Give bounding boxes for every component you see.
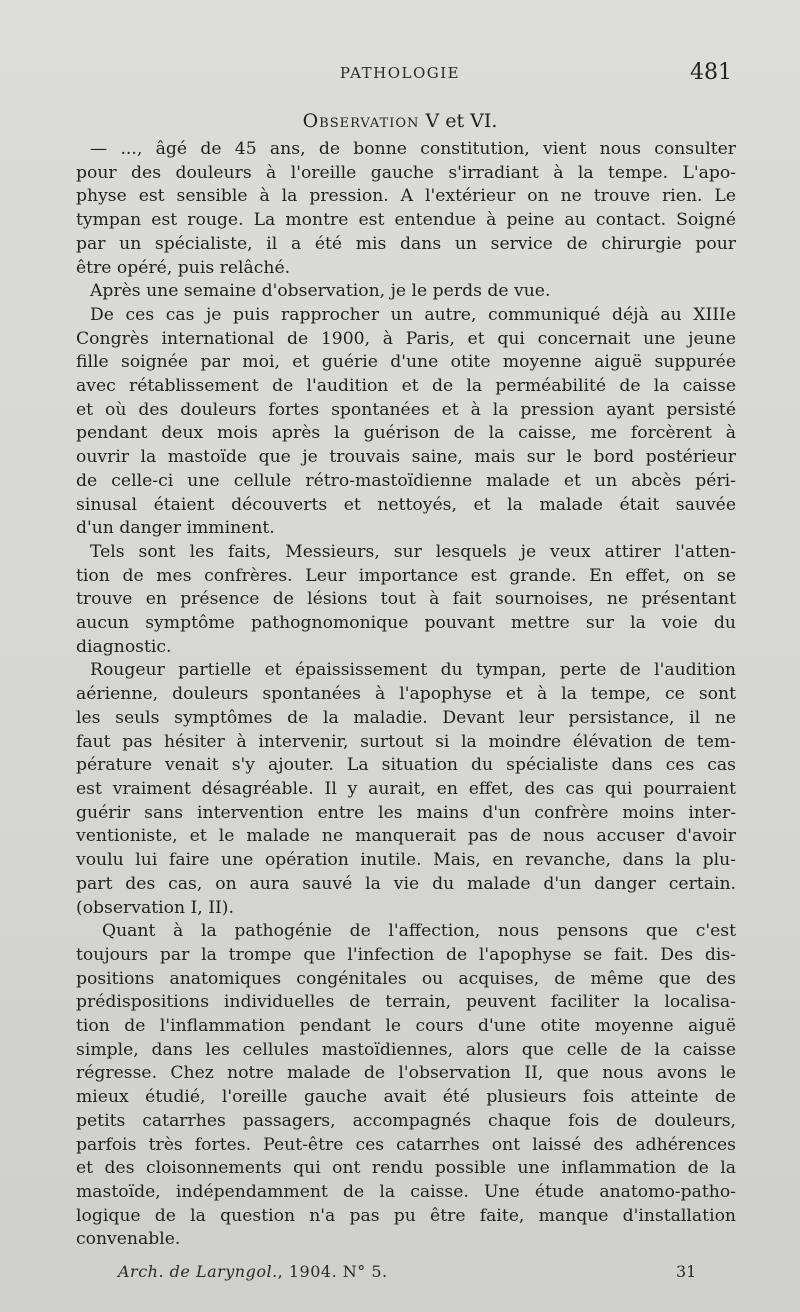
- text-line: Quant à la pathogénie de l'affection, nous pensons que c'est: [102, 921, 736, 942]
- page-number: 481: [690, 60, 732, 85]
- text-line: d'un danger imminent.: [76, 518, 275, 539]
- text-line: pendant deux mois après la guérison de la caisse, me forcèrent à: [76, 423, 736, 444]
- text-line: de celle-ci une cellule rétro-mastoïdienne malade et un abcès péri-: [76, 470, 736, 491]
- text-line: avec rétablissement de l'audition et de la perméabilité de la caisse: [76, 376, 736, 397]
- text-line: De ces cas je puis rapprocher un autre, communiqué déjà au XIIIe: [90, 304, 736, 325]
- text-line: mastoïde, indépendamment de la caisse. Une étude anatomo-patho-: [76, 1181, 736, 1202]
- text-line: est vraiment désagréable. Il y aurait, en effet, des cas qui pourraient: [76, 778, 736, 799]
- text-line: convenable.: [76, 1229, 181, 1250]
- journal-name: Arch. de Laryngol.: [118, 1262, 278, 1281]
- text-line: tion de mes confrères. Leur importance est grande. En effet, on se: [76, 565, 736, 586]
- body-text: [76, 138, 736, 1252]
- text-line: pérature venait s'y ajouter. La situation du spécialiste dans ces cas: [76, 755, 736, 776]
- text-line: ouvrir la mastoïde que je trouvais saine, mais sur le bord postérieur: [76, 447, 736, 468]
- text-line: physe est sensible à la pression. A l'extérieur on ne trouve rien. Le: [76, 186, 736, 207]
- text-line: part des cas, on aura sauvé la vie du malade d'un danger certain.: [76, 873, 736, 894]
- text-line: voulu lui faire une opération inutile. Mais, en revanche, dans la plu-: [76, 850, 736, 871]
- text-line: et où des douleurs fortes spontanées et à la pression ayant persisté: [76, 399, 736, 420]
- text-line: (observation I, II).: [76, 897, 234, 918]
- text-line: régresse. Chez notre malade de l'observation II, que nous avons le: [76, 1063, 736, 1084]
- text-line: guérir sans intervention entre les mains d'un confrère moins inter-: [76, 802, 736, 823]
- text-line: par un spécialiste, il a été mis dans un service de chirurgie pour: [76, 233, 736, 254]
- text-line: parfois très fortes. Peut-être ces catarrhes ont laissé des adhérences: [76, 1134, 736, 1155]
- text-line: pour des douleurs à l'oreille gauche s'irradiant à la tempe. L'apo-: [76, 162, 736, 183]
- observation-numbers: V et VI.: [425, 110, 498, 132]
- text-line: et des cloisonnements qui ont rendu possible une inflammation de la: [76, 1158, 736, 1179]
- text-line: trouve en présence de lésions tout à fait sournoises, ne présentant: [76, 589, 736, 610]
- text-line: fille soignée par moi, et guérie d'une otite moyenne aiguë suppurée: [76, 352, 736, 373]
- text-line: les seuls symptômes de la maladie. Devant leur persistance, il ne: [76, 707, 736, 728]
- text-line: — ..., âgé de 45 ans, de bonne constitution, vient nous consulter: [90, 139, 736, 159]
- text-line: tympan est rouge. La montre est entendue à peine au contact. Soigné: [76, 210, 736, 231]
- observation-label: Observation: [302, 110, 420, 132]
- text-line: être opéré, puis relâché.: [76, 257, 291, 278]
- text-line: simple, dans les cellules mastoïdiennes, alors que celle de la caisse: [76, 1039, 736, 1060]
- text-line: prédispositions individuelles de terrain, peuvent faciliter la localisa-: [76, 992, 736, 1013]
- running-title: PATHOLOGIE: [339, 64, 461, 82]
- text-line: aérienne, douleurs spontanées à l'apophyse et à la tempe, ce sont: [76, 684, 736, 705]
- text-line: diagnostic.: [76, 636, 172, 657]
- text-line: mieux étudié, l'oreille gauche avait été plusieurs fois atteinte de: [76, 1087, 736, 1108]
- text-line: Après une semaine d'observation, je le perds de vue.: [90, 281, 551, 302]
- text-line: aucun symptôme pathognomonique pouvant mettre sur la voie du: [76, 613, 736, 634]
- text-line: Congrès international de 1900, à Paris, et qui concernait une jeune: [76, 328, 736, 349]
- journal-reference: [118, 1262, 388, 1281]
- text-line: Tels sont les faits, Messieurs, sur lesquels je veux attirer l'atten-: [90, 541, 736, 562]
- text-line: logique de la question n'a pas pu être faite, manque d'installation: [76, 1205, 736, 1226]
- text-line: faut pas hésiter à intervenir, surtout si la moindre élévation de tem-: [76, 731, 736, 752]
- observation-heading: [0, 110, 800, 132]
- journal-issue: , 1904. N° 5.: [277, 1262, 388, 1281]
- text-line: ventioniste, et le malade ne manquerait pas de nous accuser d'avoir: [76, 826, 736, 847]
- text-line: positions anatomiques congénitales ou acquises, de même que des: [76, 968, 736, 989]
- text-line: toujours par la trompe que l'infection de l'apophyse se fait. Des dis-: [76, 944, 736, 965]
- signature-mark: 31: [676, 1262, 697, 1281]
- text-line: petits catarrhes passagers, accompagnés chaque fois de douleurs,: [76, 1110, 736, 1131]
- text-line: sinusal étaient découverts et nettoyés, et la malade était sauvée: [76, 494, 736, 515]
- text-line: Rougeur partielle et épaississement du tympan, perte de l'audition: [90, 660, 736, 681]
- text-line: tion de l'inflammation pendant le cours d'une otite moyenne aiguë: [76, 1016, 736, 1037]
- page-footer: [0, 1262, 800, 1286]
